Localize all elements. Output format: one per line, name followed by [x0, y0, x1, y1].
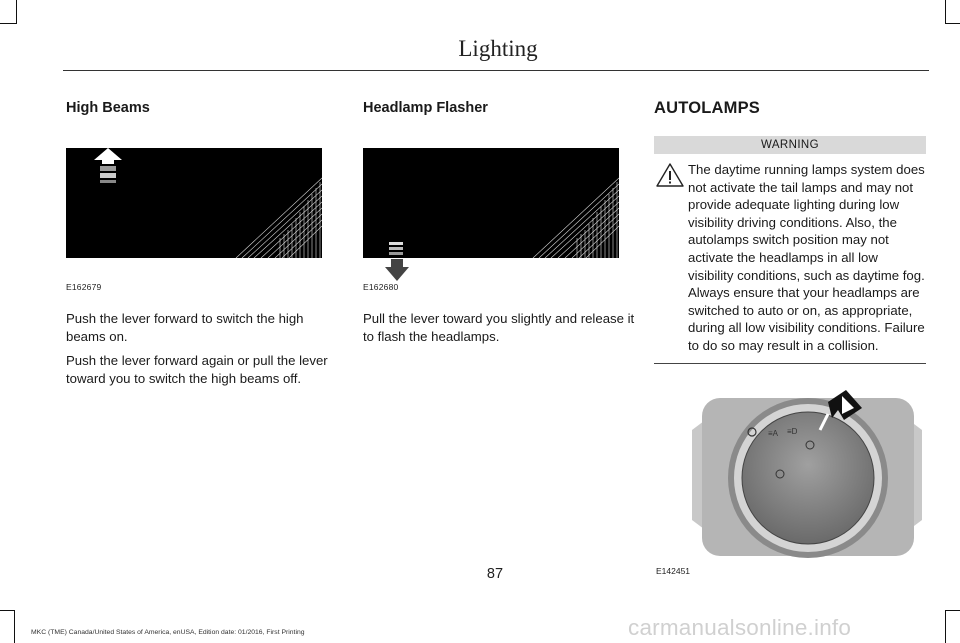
headlamp-flasher-heading: Headlamp Flasher [363, 100, 488, 116]
high-beams-illustration [66, 148, 322, 258]
crop-mark [0, 23, 16, 24]
crop-mark [16, 0, 17, 24]
crop-mark [945, 610, 946, 643]
arrow-down-icon [385, 259, 409, 281]
edition-footer: MKC (TME) Canada/United States of America, enUSA, Edition date: 01/2016, First Printing [31, 629, 305, 636]
page-title: Lighting [458, 36, 538, 61]
crop-mark [14, 610, 15, 643]
page-number: 87 [486, 566, 504, 582]
lever-forward-icon [66, 148, 322, 258]
headlamp-flasher-illustration [363, 148, 619, 258]
svg-text:≡D: ≡D [787, 426, 798, 436]
body-paragraph: Push the lever forward to switch the high beams on. [66, 311, 304, 344]
headlamp-switch-icon [692, 390, 922, 560]
high-beams-heading: High Beams [66, 100, 150, 116]
lever-pull-icon [363, 148, 619, 258]
autolamps-illustration [654, 390, 926, 576]
image-code: E162679 [66, 282, 102, 292]
header-divider [63, 70, 929, 71]
body-paragraph: Push the lever forward again or pull the lever toward you to switch the high beams off. [66, 353, 328, 386]
warning-label: WARNING [654, 136, 926, 154]
crop-mark [0, 610, 14, 611]
headlamp-flasher-section [363, 96, 635, 346]
autolamps-section [654, 96, 926, 576]
svg-text:≡A: ≡A [768, 428, 779, 438]
watermark: carmanualsonline.info [628, 615, 852, 640]
warning-triangle-icon [656, 163, 684, 187]
crop-mark [945, 0, 946, 24]
body-paragraph: Pull the lever toward you slightly and release it to flash the headlamps. [363, 311, 635, 344]
crop-mark [945, 610, 960, 611]
warning-divider [654, 363, 926, 364]
crop-mark [945, 23, 960, 24]
image-code: E162680 [363, 282, 399, 292]
warning-text: The daytime running lamps system does not activate the tail lamps and may not provide adequate lighting during low visibility driving conditions. Also, the autolamps switch position may not activate the headlamps in all low visibility conditions, such as daytime fog. Always ensure that your headlamps are switched to auto or on, as appropriate, during all low visibility conditions. Failure to do so may result in a collision. [688, 162, 925, 353]
warning-box [654, 161, 926, 355]
image-code: E142451 [656, 565, 691, 576]
autolamps-heading: AUTOLAMPS [654, 99, 760, 117]
high-beams-section [66, 96, 338, 388]
